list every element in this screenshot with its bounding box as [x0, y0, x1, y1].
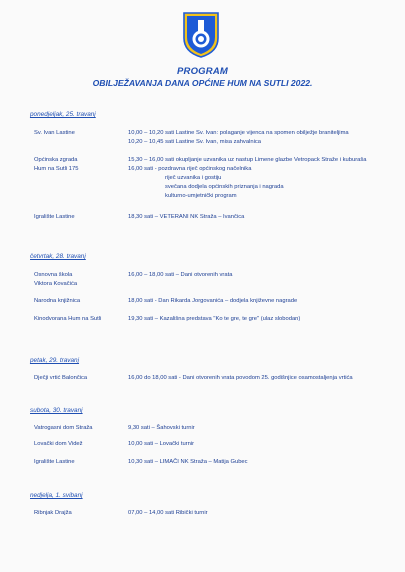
event-line: 18,30 sati – VETERANI NK Straža – Ivančica	[128, 214, 245, 220]
event-line: 10,00 sati – Lovački turnir	[128, 441, 195, 447]
day-heading: četvrtak, 28. travanj	[30, 253, 86, 260]
coat-of-arms-icon	[183, 12, 219, 58]
event-line: riječ uzvanika i gostiju	[165, 175, 222, 181]
event-line: 19,30 sati – Kazališna predstava "Ko te gre, te gre" (ulaz slobodan)	[128, 316, 301, 322]
event-line: 10,30 sati – LIMAČI NK Straža – Matija Gubec	[128, 459, 248, 465]
day-heading: petak, 29. travanj	[30, 357, 80, 364]
event-line: 10,00 – 10,20 sati Lastine Sv. Ivan: polaganje vijenca na spomen obilježje braniteljima	[128, 130, 349, 136]
day-heading: ponedjeljak, 25. travanj	[30, 111, 96, 118]
event-location: Dječji vrtić Balončica	[34, 375, 88, 381]
event-location: Lovački dom Videž	[34, 441, 83, 447]
event-line: 18,00 sati - Dan Rikarda Jorgovanića – dodjela književne nagrade	[128, 298, 298, 304]
event-location: Narodna knjižnica	[34, 298, 81, 304]
event-line: 16,00 – 18,00 sati – Dani otvorenih vrata	[128, 272, 233, 278]
event-location: Igralište Lastine	[34, 214, 75, 220]
event-location: Vatrogasni dom Straža	[34, 425, 93, 431]
event-location: Sv. Ivan Lastine	[34, 130, 75, 136]
page-subtitle: OBILJEŽAVANJA DANA OPĆINE HUM NA SUTLI 2022.	[92, 78, 313, 88]
event-line: 10,20 – 10,45 sati Lastine Sv. Ivan, misa zahvalnica	[128, 139, 261, 145]
event-line: svečana dodjela općinskih priznanja i nagrada	[165, 184, 284, 190]
event-line: 9,30 sati – Šahovski turnir	[128, 425, 195, 431]
day-heading: nedjelja, 1. svibanj	[30, 492, 83, 499]
event-line: 16,00 do 18,00 sati - Dani otvorenih vrata povodom 25. godišnjice osamostaljenja vrtića	[128, 375, 353, 381]
event-location: Općinska zgrada	[34, 157, 78, 163]
event-location: Osnovna škola	[34, 272, 73, 278]
event-line: 07,00 – 14,00 sati Ribički turnir	[128, 510, 208, 516]
event-location: Kinodvorana Hum na Sutli	[34, 316, 102, 322]
event-location: Ribnjak Drajža	[34, 510, 72, 516]
page-title: PROGRAM	[176, 66, 228, 77]
event-location: Igralište Lastine	[34, 459, 75, 465]
event-location-detail: Viktora Kovačića	[34, 281, 78, 287]
event-line: 16,00 sati - pozdravna riječ općinskog načelnika	[128, 166, 252, 172]
event-line: 15,30 – 16,00 sati okupljanje uzvanika uz nastup Limene glazbe Vetropack Straže i kuburaša	[128, 157, 367, 163]
event-line: kulturno-umjetnički program	[165, 193, 237, 199]
day-heading: subota, 30. travanj	[30, 407, 83, 414]
event-location-detail: Hum na Sutli 175	[34, 166, 79, 172]
